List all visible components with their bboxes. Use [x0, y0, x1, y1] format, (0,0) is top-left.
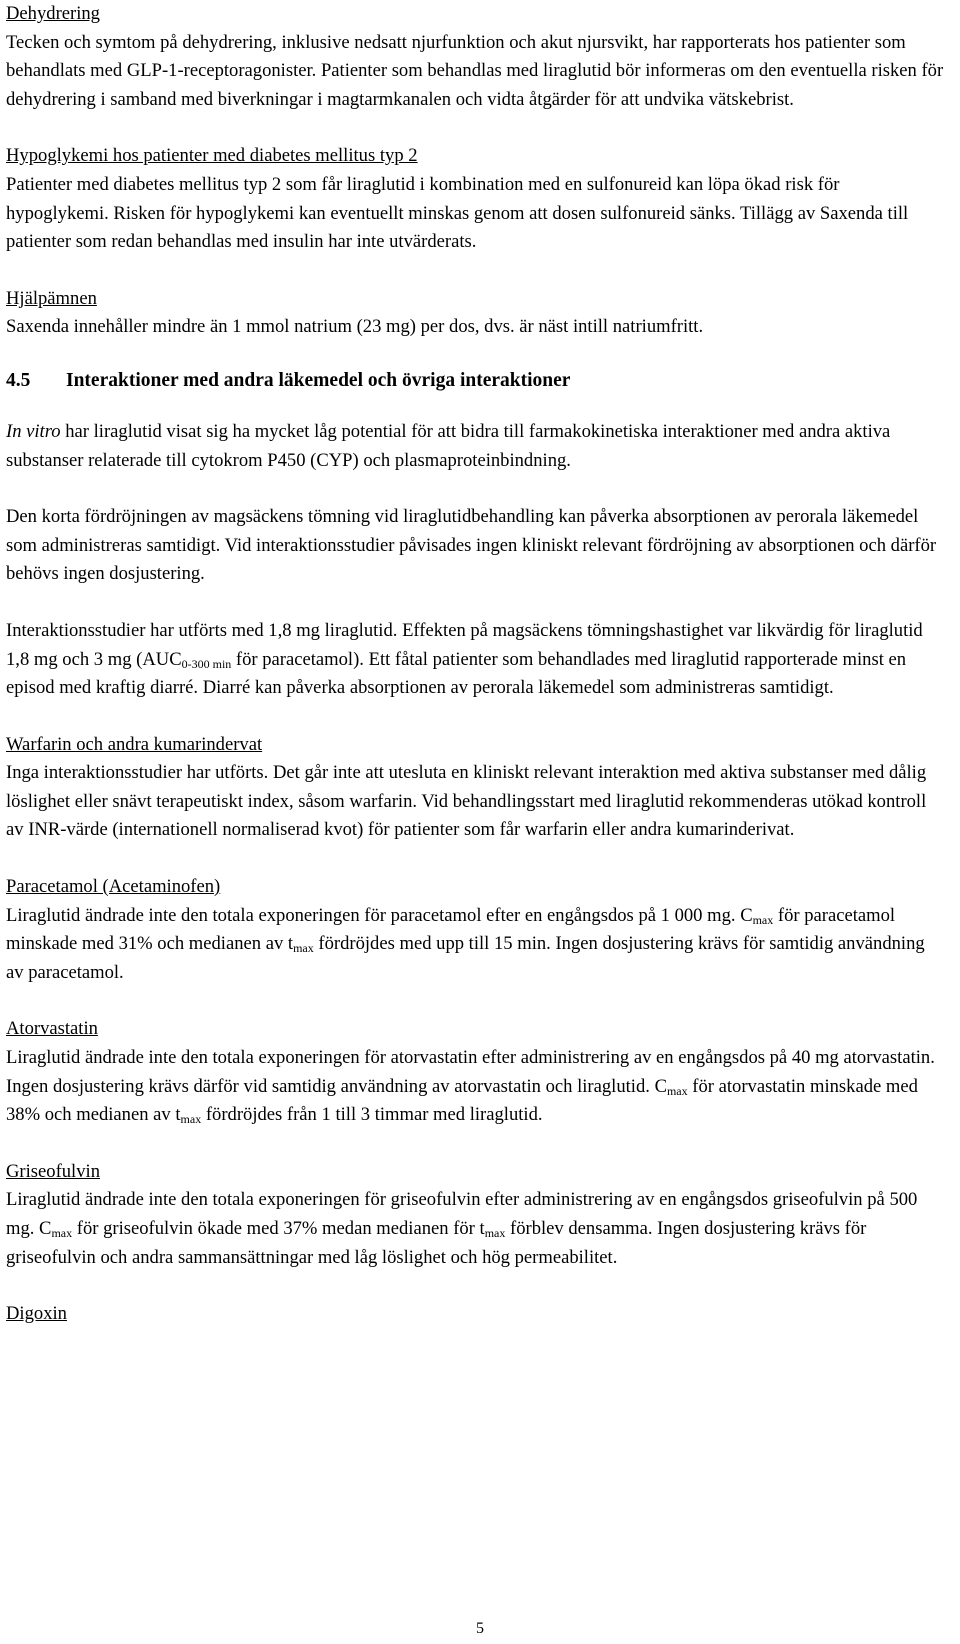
paragraph-dehydration: Tecken och symtom på dehydrering, inklusive nedsatt njurfunktion och akut njursvikt, har rapporterats hos patienter som behandlats med GLP-1-receptoragonister. Patienter som behandlas med liraglutid bör informeras om den eventuella risken för dehydrering i samband med biverkningar i magtarmkanalen och vidta åtgärder för att undvika vätskebrist.	[6, 31, 944, 110]
tmax-subscript: max	[484, 1226, 506, 1240]
cmax-subscript: max	[752, 912, 774, 927]
griseofulvin-text-a: Liraglutid ändrade inte den totala exponeringen för griseofulvin efter administrering av en engångsdos griseofulvin på 500 mg. C	[6, 1189, 918, 1239]
heading-atorvastatin: Atorvastatin	[6, 1018, 98, 1040]
heading-excipients: Hjälpämnen	[6, 287, 97, 309]
heading-griseofulvin: Griseofulvin	[6, 1160, 100, 1182]
paracetamol-text-d: fördröjdes med upp till 15 min. Ingen dosjustering krävs för samtidig användning av paracetamol.	[6, 933, 925, 983]
in-vitro-italic: In vitro	[6, 420, 61, 442]
section-excipients	[6, 285, 946, 342]
griseofulvin-text-b: för griseofulvin ökade med 37% medan medianen för t	[72, 1218, 485, 1239]
section-hypoglycemia	[6, 142, 946, 256]
paracetamol-text-a: Liraglutid ändrade inte den totala exponeringen för paracetamol efter en engångsdos på	[6, 904, 661, 926]
cmax-subscript: max	[666, 1083, 688, 1098]
tmax-subscript: max	[293, 941, 314, 956]
paragraph-hypoglycemia: Patienter med diabetes mellitus typ 2 som får liraglutid i kombination med en sulfonureid kan löpa ökad risk för hypoglykemi. Risken för hypoglykemi kan eventuellt minskas genom att dosen sulfonureid sänks. Tillägg av Saxenda till patienter som redan behandlas med insulin har inte utvärderats.	[6, 173, 909, 253]
in-vitro-text: har liraglutid visat sig ha mycket låg potential för att bidra till farmakokinetiska interaktioner med andra aktiva substanser relaterade till cytokrom P450 (CYP) och plasmaproteinbindning.	[6, 420, 891, 471]
heading-hypoglycemia: Hypoglykemi hos patienter med diabetes mellitus typ 2	[6, 145, 418, 167]
heading-digoxin: Digoxin	[6, 1303, 67, 1325]
paragraph-interaction-studies	[6, 617, 946, 703]
interaction-text-b: för paracetamol). Ett fåtal patienter som behandlades med liraglutid rapporterade minst en episod med kraftig diarré. Diarré kan påverka absorptionen av perorala läkemedel som administreras samtidigt.	[6, 648, 907, 699]
paragraph-warfarin: Inga interaktionsstudier har utförts. Det går inte att utesluta en kliniskt relevant interaktion med aktiva substanser med dålig löslighet eller snävt terapeutiskt index, såsom warfarin. Vid behandlingsstart med liraglutid rekommenderas utökad kontroll av INR-värde (internationell normaliserad kvot) för patienter som får warfarin eller andra kumarinderivat.	[6, 762, 927, 841]
cmax-subscript: max	[51, 1226, 73, 1240]
section-heading-4-5	[6, 366, 946, 396]
section-griseofulvin	[6, 1158, 946, 1272]
paragraph-paracetamol	[6, 902, 946, 988]
section-paracetamol	[6, 873, 946, 987]
paragraph-in-vitro	[6, 418, 946, 475]
section-title: Interaktioner med andra läkemedel och övriga interaktioner	[66, 369, 571, 391]
heading-dehydration: Dehydrering	[6, 3, 100, 24]
section-atorvastatin	[6, 1015, 946, 1129]
paragraph-atorvastatin	[6, 1044, 946, 1130]
paracetamol-text-b: . C	[730, 904, 753, 926]
griseofulvin-text-c: förblev densamma. Ingen dosjustering krävs för griseofulvin och andra sammansättningar med låg löslighet och hög permeabilitet.	[6, 1218, 867, 1268]
heading-warfarin: Warfarin och andra kumarindervat	[6, 733, 263, 755]
paracetamol-dose: 1 000 mg	[660, 904, 731, 926]
section-number: 4.5	[6, 369, 31, 391]
page-number: 5	[476, 1620, 484, 1637]
paragraph-excipients: Saxenda innehåller mindre än 1 mmol natrium (23 mg) per dos, dvs. är näst intill natriumfritt.	[6, 316, 704, 338]
atorvastatin-text-c: fördröjdes från 1 till 3 timmar med liraglutid.	[201, 1104, 543, 1126]
paragraph-griseofulvin	[6, 1186, 946, 1272]
paragraph-gastric-emptying: Den korta fördröjningen av magsäckens tömning vid liraglutidbehandling kan påverka absorptionen av perorala läkemedel som administreras samtidigt. Vid interaktionsstudier påvisades ingen kliniskt relevant fördröjning av absorptionen och därför behövs ingen dosjustering.	[6, 506, 937, 585]
section-digoxin	[6, 1300, 946, 1329]
section-dehydration	[6, 0, 946, 114]
heading-paracetamol: Paracetamol (Acetaminofen)	[6, 876, 221, 898]
atorvastatin-text-a: Liraglutid ändrade inte den totala exponeringen för atorvastatin efter administrering av en engångsdos på 40 mg atorvastatin. Ingen dosjustering krävs därför vid samtidig användning av atorvastatin och liraglutid. C	[6, 1047, 935, 1097]
interaction-text-a: Interaktionsstudier har utförts med 1,8 mg liraglutid. Effekten på magsäckens tömningshastighet var likvärdig för liraglutid 1,8 mg och 3 mg (AUC	[6, 619, 923, 670]
tmax-subscript: max	[180, 1112, 202, 1127]
section-warfarin	[6, 731, 946, 845]
paracetamol-text-c: för paracetamol minskade med 31% och medianen av t	[6, 904, 896, 955]
atorvastatin-text-b: för atorvastatin minskade med 38% och medianen av t	[6, 1075, 918, 1126]
document-page	[6, 0, 946, 1329]
auc-subscript: 0-300 min	[181, 656, 232, 671]
